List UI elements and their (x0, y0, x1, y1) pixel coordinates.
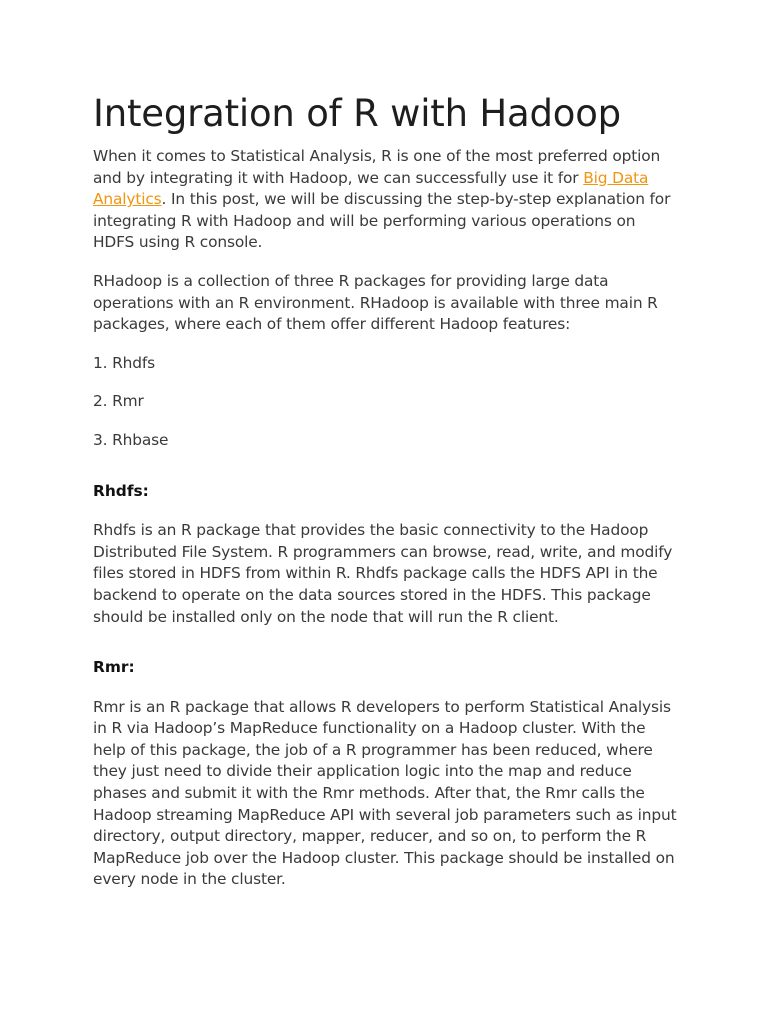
section-heading-rhdfs: Rhdfs: (93, 481, 149, 500)
package-list-item-rhdfs: 1. Rhdfs (93, 353, 156, 372)
package-list-item-rhbase: 3. Rhbase (93, 430, 169, 449)
intro-text-before-link: When it comes to Statistical Analysis, R is one of the most preferred option and by integrating it with Hadoop, we can successfully use it for (93, 147, 661, 187)
section-body-rmr: Rmr is an R package that allows R developers to perform Statistical Analysis in R via Hadoop’s MapReduce functionality on a Hadoop cluster. With the help of this package, the job of a R programmer has been reduced, where they just need to divide their application logic into the map and reduce phases and submit it with the Rmr methods. After that, the Rmr calls the Hadoop streaming MapReduce API with several job parameters such as input directory, output directory, mapper, reducer, and so on, to perform the R MapReduce job over the Hadoop cluster. This package should be installed on every node in the cluster. (93, 697, 677, 889)
section-heading-rmr: Rmr: (93, 658, 135, 677)
big-data-analytics-link[interactable]: Big Data Analytics (93, 168, 649, 209)
intro-text-after-link: . In this post, we will be discussing the step-by-step explanation for integrating R with Hadoop and will be performing various operations on HDFS using R console. (93, 190, 671, 252)
rhadoop-paragraph: RHadoop is a collection of three R packages for providing large data operations with an R environment. RHadoop is available with three main R packages, where each of them offer different Hadoop features: (93, 271, 658, 334)
intro-paragraph (93, 146, 678, 254)
section-body-rhdfs: Rhdfs is an R package that provides the basic connectivity to the Hadoop Distributed File System. R programmers can browse, read, write, and modify files stored in HDFS from within R. Rhdfs package calls the HDFS API in the backend to operate on the data sources stored in the HDFS. This package should be installed only on the node that will run the R client. (93, 521, 673, 626)
page-title: Integration of R with Hadoop (93, 92, 621, 135)
package-list-item-rmr: 2. Rmr (93, 392, 144, 411)
